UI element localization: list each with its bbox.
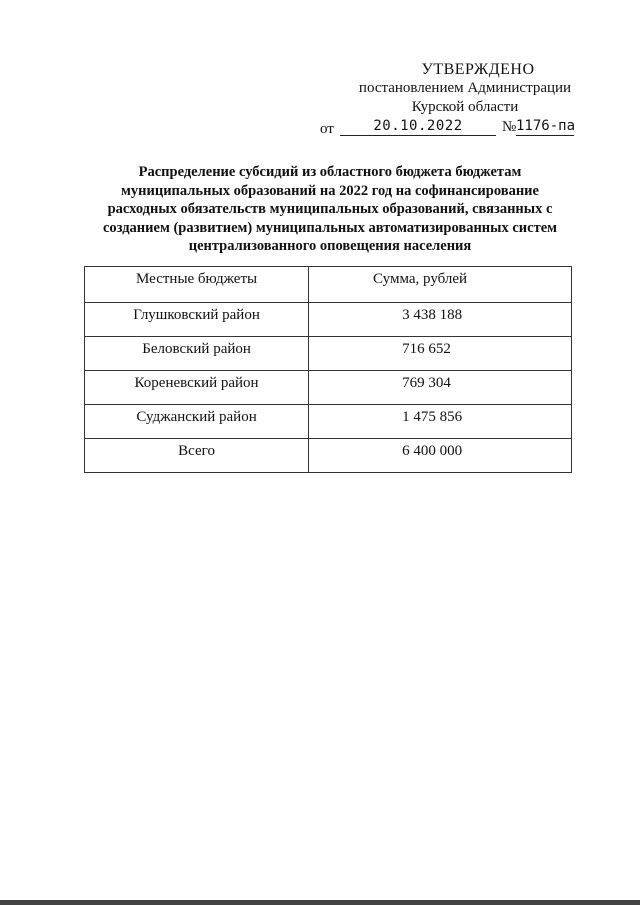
row-name: Кореневский район <box>85 371 309 405</box>
title-line: централизованного оповещения населения <box>188 238 472 254</box>
row-amount-cell <box>309 337 572 371</box>
row-amount-cell <box>309 439 572 473</box>
table-row-total <box>85 439 572 473</box>
table-row <box>85 337 572 371</box>
scan-edge <box>0 900 640 905</box>
row-amount: 716 652 <box>402 341 451 357</box>
subsidy-table <box>84 266 572 473</box>
table-row <box>85 303 572 337</box>
title-line: расходных обязательств муниципальных образований, связанных с <box>107 201 553 217</box>
approval-date-row <box>300 117 600 137</box>
row-name: Суджанский район <box>85 405 309 439</box>
row-amount: 769 304 <box>402 375 451 391</box>
title-line: муниципальных образований на 2022 год на софинансирование <box>121 182 539 199</box>
date-prefix: от <box>320 121 334 137</box>
row-amount: 1 475 856 <box>402 409 463 425</box>
row-name: Всего <box>85 439 309 473</box>
table-header-row <box>85 267 572 303</box>
column-header-budgets: Местные бюджеты <box>85 267 309 303</box>
row-amount-cell <box>309 371 572 405</box>
approval-number: 1176-па <box>516 118 576 134</box>
number-label: № <box>502 119 517 135</box>
row-amount: 3 438 188 <box>402 307 463 323</box>
approval-date: 20.10.2022 <box>340 117 496 136</box>
row-amount-cell <box>309 405 572 439</box>
document-title <box>90 163 570 256</box>
row-name: Беловский район <box>85 337 309 371</box>
approved-heading: УТВЕРЖДЕНО <box>421 61 535 78</box>
table-row <box>85 405 572 439</box>
approval-issuer: постановлением Администрации <box>358 80 572 96</box>
title-line: созданием (развитием) муниципальных автоматизированных систем <box>102 219 558 236</box>
table-row <box>85 371 572 405</box>
row-amount-cell <box>309 303 572 337</box>
title-line: Распределение субсидий из областного бюджета бюджетам <box>138 164 522 180</box>
approval-region: Курской области <box>411 99 519 115</box>
row-name: Глушковский район <box>85 303 309 337</box>
column-header-amount: Сумма, рублей <box>309 267 572 303</box>
approval-stamp <box>300 60 600 137</box>
row-amount: 6 400 000 <box>402 443 463 459</box>
